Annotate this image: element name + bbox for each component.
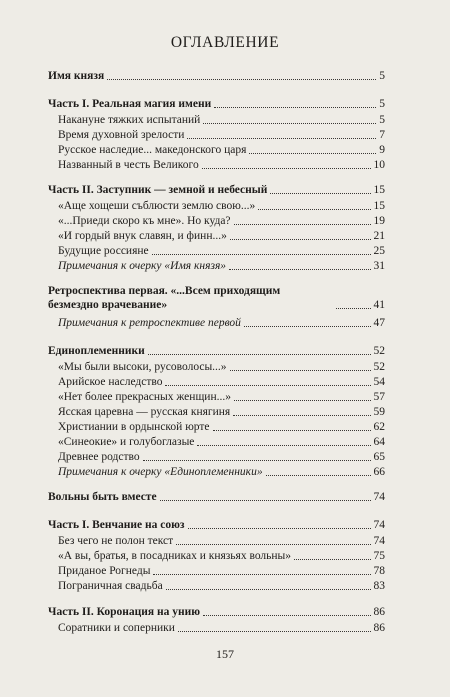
toc-entry-title: «Нет более прекрасных женщин...»	[58, 391, 231, 403]
toc-entry-title: «Синеокие» и голубоглазые	[58, 436, 195, 448]
toc-entry-page: 59	[373, 406, 385, 418]
toc-entry-page: 25	[373, 245, 385, 257]
toc-entry-page: 15	[373, 200, 385, 212]
toc-entry-page: 5	[379, 70, 385, 82]
toc-entry-page: 10	[373, 159, 385, 171]
dot-leader	[176, 544, 370, 545]
toc-entry-page: 41	[373, 299, 385, 311]
toc-entry	[58, 450, 385, 464]
toc-section-entry	[48, 605, 385, 619]
toc-entry-title: Примечания к очерку «Единоплеменники»	[58, 466, 263, 478]
toc-entry-title: Часть II. Коронация на унию	[48, 606, 201, 618]
dot-leader	[234, 400, 371, 401]
toc-entry-page: 52	[373, 361, 385, 373]
toc-entry	[58, 259, 385, 273]
dot-leader	[203, 615, 370, 616]
toc-entry-page: 64	[373, 436, 385, 448]
toc-entry-title: Примечания к очерку «Имя князя»	[58, 260, 227, 272]
toc-entry	[58, 420, 385, 434]
toc-entry-page: 19	[373, 215, 385, 227]
dot-leader	[188, 528, 371, 529]
toc-entry-page: 21	[373, 230, 385, 242]
dot-leader	[166, 589, 371, 590]
toc-section-entry	[48, 97, 385, 111]
toc-entry-page: 74	[373, 491, 385, 503]
toc-entry	[58, 375, 385, 389]
toc-entry-page: 75	[373, 550, 385, 562]
dot-leader	[152, 254, 371, 255]
toc-entry-title: Накануне тяжких испытаний	[58, 114, 201, 126]
dot-leader	[230, 370, 371, 371]
toc-entry	[58, 158, 385, 172]
toc-entry-page: 5	[379, 98, 385, 110]
toc-section-entry	[48, 284, 385, 312]
page-title: ОГЛАВЛЕНИЕ	[170, 34, 280, 51]
toc-entry-page: 74	[373, 535, 385, 547]
toc-section-entry	[48, 490, 385, 504]
dot-leader	[270, 193, 370, 194]
toc-entry	[58, 244, 385, 258]
toc-entry-title: Русское наследие... македонского царя	[58, 144, 247, 156]
toc-entry-page: 54	[373, 376, 385, 388]
toc-entry-title: Пограничная свадьба	[58, 580, 163, 592]
dot-leader	[214, 107, 376, 108]
dot-leader	[148, 354, 371, 355]
toc-entry-title: Без чего не полон текст	[58, 535, 174, 547]
dot-leader	[213, 430, 371, 431]
dot-leader	[197, 445, 370, 446]
toc-entry-title: Названный в честь Великого	[58, 159, 199, 171]
toc-entry	[58, 621, 385, 635]
toc-entry	[58, 143, 385, 157]
toc-entry	[58, 199, 385, 213]
toc-entry-title: «Аще хощеши съблюсти землю свою...»	[58, 200, 256, 212]
toc-entry-title: Вольны быть вместе	[48, 491, 157, 503]
toc-entry-page: 9	[379, 144, 385, 156]
dot-leader	[143, 460, 371, 461]
dot-leader	[165, 385, 370, 386]
toc-entry-title: Арийское наследство	[58, 376, 163, 388]
toc-entry-page: 15	[373, 184, 385, 196]
toc-entry-title: Примечания к ретроспективе первой	[58, 317, 241, 329]
dot-leader	[229, 269, 370, 270]
toc-entry-title: Христиании в ордынской юрте	[58, 421, 210, 433]
toc-entry-page: 86	[373, 606, 385, 618]
toc-entry-title: Древнее родство	[58, 451, 140, 463]
toc-entry-title: Будущие россияне	[58, 245, 149, 257]
toc-entry-page: 78	[373, 565, 385, 577]
toc-entry-title: Единоплеменники	[48, 345, 145, 357]
toc-entry-title: Соратники и соперники	[58, 622, 175, 634]
dot-leader	[336, 308, 371, 309]
toc-entry-title: «...Приеди скоро къ мне». Но куда?	[58, 215, 231, 227]
toc-entry	[58, 316, 385, 330]
toc-entry-title: Время духовной зрелости	[58, 129, 185, 141]
toc-entry-title: «И гордый внук славян, и финн...»	[58, 230, 227, 242]
dot-leader	[266, 475, 371, 476]
toc-entry-page: 62	[373, 421, 385, 433]
toc-entry-page: 66	[373, 466, 385, 478]
toc-entry-page: 57	[373, 391, 385, 403]
toc-entry-page: 31	[373, 260, 385, 272]
toc-entry-page: 74	[373, 519, 385, 531]
toc-section-entry	[48, 183, 385, 197]
dot-leader	[233, 415, 370, 416]
dot-leader	[258, 209, 370, 210]
dot-leader	[187, 138, 376, 139]
toc-entry	[58, 405, 385, 419]
toc-entry-title: Имя князя	[48, 70, 105, 82]
dot-leader	[249, 153, 376, 154]
toc-entry	[58, 549, 385, 563]
toc-entry-title: Часть I. Реальная магия имени	[48, 98, 212, 110]
toc-entry-title: Ретроспектива первая. «...Всем приходящим безмездно врачевание»	[48, 285, 281, 311]
toc-entry-page: 5	[379, 114, 385, 126]
toc-entry	[58, 214, 385, 228]
dot-leader	[234, 224, 371, 225]
dot-leader	[230, 239, 371, 240]
toc-entry-title: Приданое Рогнеды	[58, 565, 151, 577]
toc-entry-title: «Мы были высоки, русоволосы...»	[58, 361, 227, 373]
toc-entry-title: Ясская царевна — русская княгиня	[58, 406, 231, 418]
toc-section-entry	[48, 69, 385, 83]
page-number: 157	[216, 647, 234, 661]
toc-entry	[58, 390, 385, 404]
dot-leader	[203, 123, 376, 124]
toc-entry	[58, 579, 385, 593]
toc-entry-page: 47	[373, 317, 385, 329]
toc-entry-page: 65	[373, 451, 385, 463]
toc-entry-page: 7	[379, 129, 385, 141]
toc-entry	[58, 229, 385, 243]
toc-entry-page: 86	[373, 622, 385, 634]
dot-leader	[160, 500, 371, 501]
toc-entry-page: 52	[373, 345, 385, 357]
dot-leader	[153, 574, 370, 575]
toc-entry-title: Часть II. Заступник — земной и небесный	[48, 184, 268, 196]
toc-entry	[58, 564, 385, 578]
toc-entry	[58, 465, 385, 479]
toc-entry-page: 83	[373, 580, 385, 592]
toc-entry	[58, 534, 385, 548]
dot-leader	[202, 168, 371, 169]
toc-entry	[58, 128, 385, 142]
dot-leader	[107, 79, 376, 80]
toc-entry-title: Часть I. Венчание на союз	[48, 519, 185, 531]
toc-entry-title: «А вы, братья, в посадниках и князьях вольны»	[58, 550, 292, 562]
toc-section-entry	[48, 344, 385, 358]
dot-leader	[244, 326, 371, 327]
toc-entry	[58, 113, 385, 127]
toc-section-entry	[48, 518, 385, 532]
dot-leader	[294, 559, 370, 560]
toc-entry	[58, 435, 385, 449]
toc-entry	[58, 360, 385, 374]
dot-leader	[178, 631, 371, 632]
